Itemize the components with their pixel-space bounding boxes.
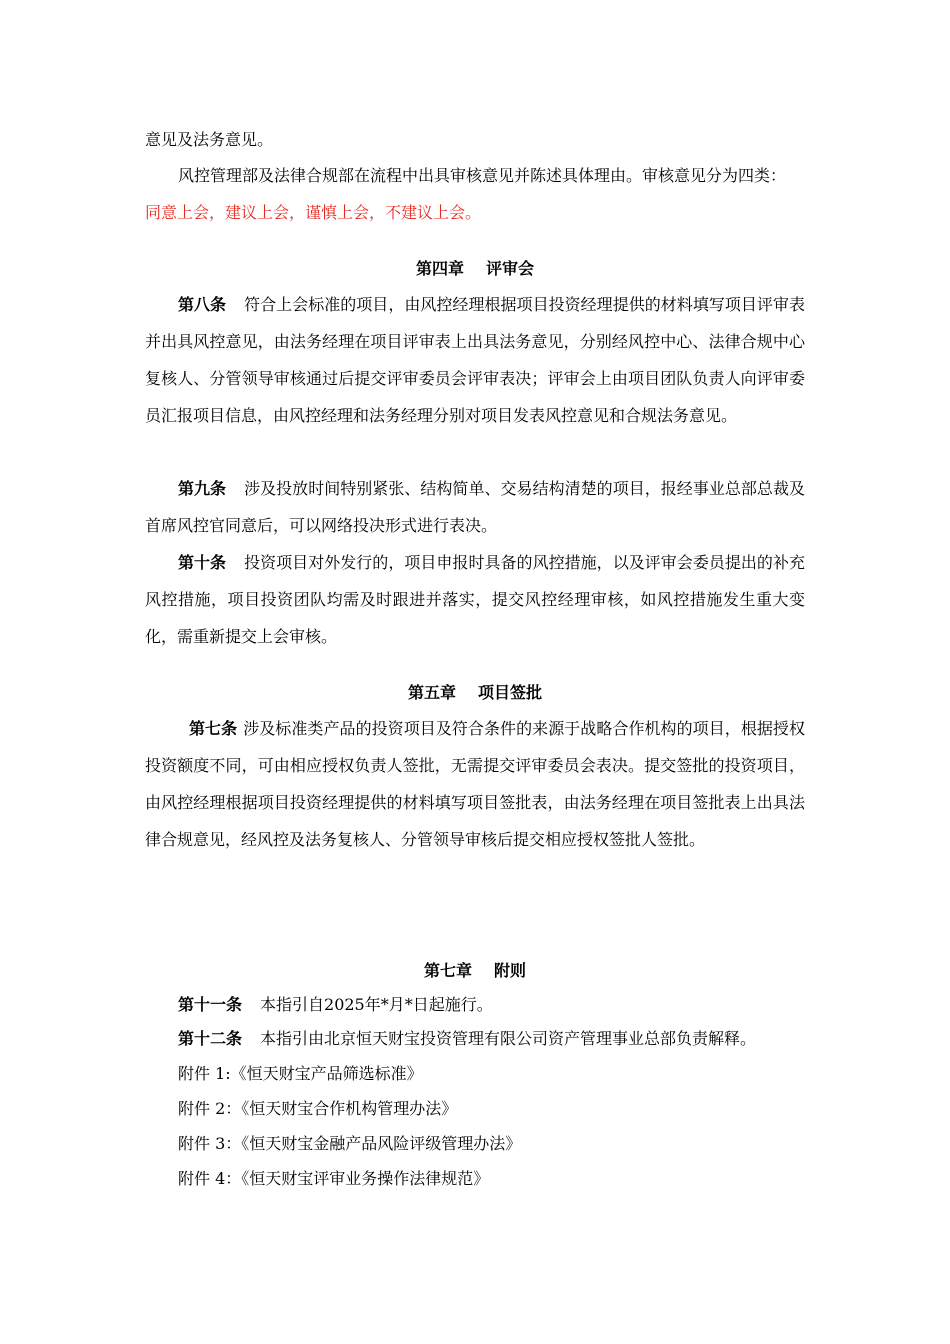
attachment-3: 附件 3：《恒天财宝金融产品风险评级管理办法》 — [178, 1134, 522, 1153]
article-7 — [145, 710, 805, 858]
article-9-label: 第九条 — [178, 479, 227, 498]
attachment-2: 附件 2：《恒天财宝合作机构管理办法》 — [178, 1099, 458, 1118]
article-9-text: 涉及投放时间特别紧张、结构简单、交易结构清楚的项目，报经事业总部总裁及首席风控官同意后，可以网络投决形式进行表决。 — [145, 479, 805, 535]
article-11-text: 本指引自2025年*月*日起施行。 — [260, 995, 493, 1014]
article-7-text: 涉及标准类产品的投资项目及符合条件的来源于战略合作机构的项目，根据授权投资额度不同，可由相应授权负责人签批，无需提交评审委员会表决。提交签批的投资项目，由风控经理根据项目投资经理提供的材料填写项目签批表，由法务经理在项目签批表上出具法律合规意见，经风控及法务复核人、分管领导审核后提交相应授权签批人签批。 — [145, 719, 805, 849]
article-7-label: 第七条 — [189, 719, 238, 738]
article-11-label: 第十一条 — [178, 995, 243, 1014]
article-9 — [145, 470, 805, 544]
article-12-text: 本指引由北京恒天财宝投资管理有限公司资产管理事业总部负责解释。 — [260, 1029, 757, 1048]
attachment-1: 附件 1:《恒天财宝产品筛选标准》 — [178, 1064, 423, 1083]
chapter-7-heading: 第七章 附则 — [423, 961, 527, 980]
continuation-line: 意见及法务意见。 — [145, 130, 274, 149]
review-opinion-paragraph: 风控管理部及法律合规部在流程中出具审核意见并陈述具体理由。审核意见分为四类： 同意上会，建议上会，谨慎上会，不建议上会。 — [145, 166, 787, 222]
chapter-4-heading: 第四章 评审会 — [415, 259, 535, 278]
article-8-text: 符合上会标准的项目，由风控经理根据项目投资经理提供的材料填写项目评审表并出具风控意见，由法务经理在项目评审表上出具法务意见，分别经风控中心、法律合规中心复核人、分管领导审核通过后提交评审委员会评审表决；评审会上由项目团队负责人向评审委员汇报项目信息，由风控经理和法务经理分别对项目发表风控意见和合规法务意见。 — [145, 295, 805, 425]
chapter-5-heading: 第五章 项目签批 — [407, 683, 543, 702]
article-11 — [178, 993, 493, 1017]
attachment-4: 附件 4：《恒天财宝评审业务操作法律规范》 — [178, 1169, 490, 1188]
article-10-label: 第十条 — [178, 553, 227, 572]
article-10 — [145, 544, 805, 655]
article-8-label: 第八条 — [178, 295, 227, 314]
opinion-categories-red-text: 同意上会，建议上会，谨慎上会，不建议上会。 — [145, 203, 482, 222]
article-12-label: 第十二条 — [178, 1029, 243, 1048]
article-8 — [145, 286, 805, 434]
article-10-text: 投资项目对外发行的，项目申报时具备的风控措施，以及评审会委员提出的补充风控措施，项目投资团队均需及时跟进并落实，提交风控经理审核，如风控措施发生重大变化，需重新提交上会审核。 — [145, 553, 805, 646]
article-12 — [178, 1027, 756, 1051]
